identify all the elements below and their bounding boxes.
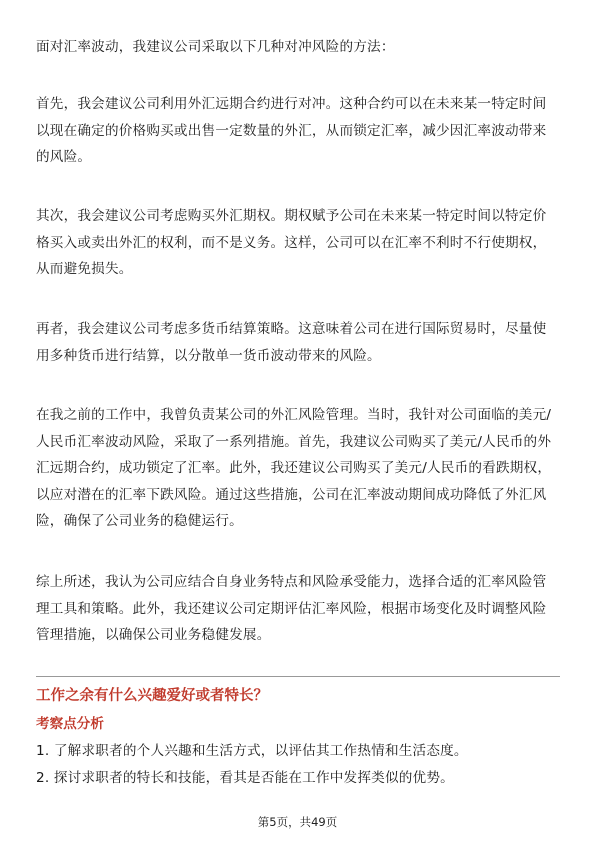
forward-contract-paragraph: 首先，我会建议公司利用外汇远期合约进行对冲。这种合约可以在未来某一特定时间以现在确定的价格购买或出售一定数量的外汇，从而锁定汇率，减少因汇率波动带来的风险。	[36, 96, 547, 165]
list-item: 1. 了解求职者的个人兴趣和生活方式，以评估其工作热情和生活态度。	[36, 743, 468, 759]
experience-paragraph: 在我之前的工作中，我曾负责某公司的外汇风险管理。当时，我针对公司面临的美元/人民币汇率波动风险，采取了一系列措施。首先，我建议公司购买了美元/人民币的外汇远期合约，成功锁定了汇率。此外，我还建议公司购买了美元/人民币的看跌期权，以应对潜在的汇率下跌风险。通过这些措施，公司在汇率波动期间成功降低了外汇风险，确保了公司业务的稳健运行。	[36, 407, 552, 529]
section-divider	[36, 676, 560, 677]
fx-option-paragraph: 其次，我会建议公司考虑购买外汇期权。期权赋予公司在未来某一特定时间以特定价格买入或卖出外汇的权利，而不是义务。这样，公司可以在汇率不利时不行使期权，从而避免损失。	[36, 208, 547, 277]
analysis-list	[36, 738, 560, 792]
list-item: 2. 探讨求职者的特长和技能，看其是否能在工作中发挥类似的优势。	[36, 770, 454, 786]
multi-currency-paragraph: 再者，我会建议公司考虑多货币结算策略。这意味着公司在进行国际贸易时，尽量使用多种货币进行结算，以分散单一货币波动带来的风险。	[36, 321, 547, 364]
page-number: 第5页，共49页	[257, 815, 338, 829]
summary-paragraph: 综上所述，我认为公司应结合自身业务特点和风险承受能力，选择合适的汇率风险管理工具和策略。此外，我还建议公司定期评估汇率风险，根据市场变化及时调整风险管理措施，以确保公司业务稳健发展。	[36, 574, 547, 643]
question-title: 工作之余有什么兴趣爱好或者特长？	[36, 688, 268, 704]
intro-paragraph: 面对汇率波动，我建议公司采取以下几种对冲风险的方法：	[36, 39, 395, 55]
analysis-subtitle: 考察点分析	[36, 716, 104, 732]
